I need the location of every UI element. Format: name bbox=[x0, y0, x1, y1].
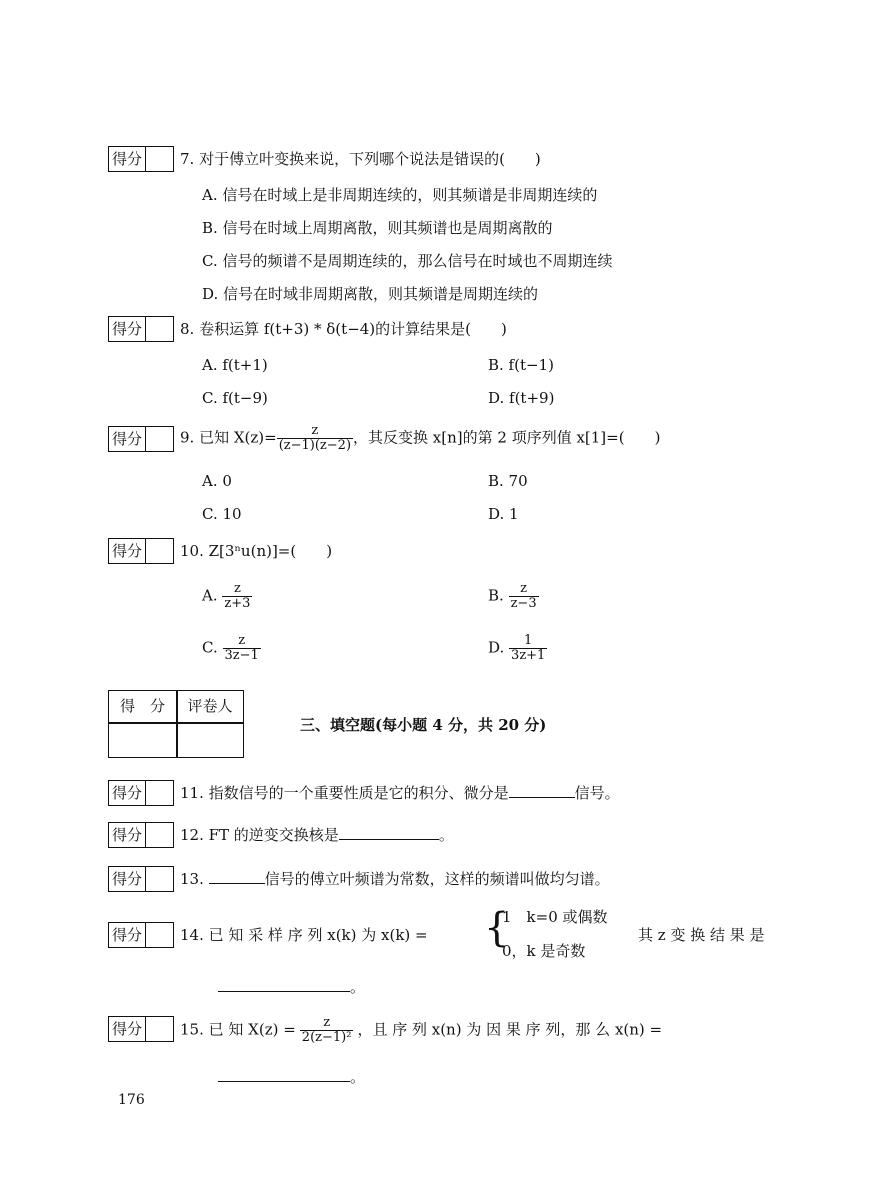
section-3-title: 三、填空题(每小题 4 分，共 20 分) bbox=[300, 716, 547, 734]
frac-num: 1 bbox=[524, 633, 533, 648]
q9-frac-num: z bbox=[311, 423, 319, 438]
q8-stem: 8. 卷积运算 f(t+3) * δ(t−4)的计算结果是( ) bbox=[180, 320, 507, 338]
q14-stem-before: 14. 已 知 采 样 序 列 x(k) 为 x(k) = bbox=[180, 926, 428, 944]
q8-option-d: D. f(t+9) bbox=[488, 389, 555, 407]
q7-option-c: C. 信号的频谱不是周期连续的，那么信号在时域也不周期连续 bbox=[202, 252, 613, 270]
score-label: 得分 bbox=[109, 427, 146, 451]
score-box bbox=[108, 1016, 174, 1042]
q9-stem-prefix: 9. 已知 X(z)= bbox=[180, 428, 277, 447]
q9-option-d: D. 1 bbox=[488, 505, 519, 523]
q7-option-b: B. 信号在时域上周期离散，则其频谱也是周期离散的 bbox=[202, 219, 553, 237]
q9-frac-den: (z−1)(z−2) bbox=[278, 438, 352, 453]
q9-stem bbox=[180, 424, 660, 453]
q11-stem bbox=[180, 782, 620, 804]
frac-num: z bbox=[520, 581, 528, 596]
q15-answer-line bbox=[218, 1066, 365, 1088]
q8-option-c: C. f(t−9) bbox=[202, 389, 268, 407]
left-brace: { bbox=[484, 905, 510, 951]
q12-after: 。 bbox=[438, 826, 454, 844]
q15-end: 。 bbox=[350, 1068, 366, 1086]
q15-after: ，且 序 列 x(n) 为 因 果 序 列，那 么 x(n) = bbox=[357, 1020, 663, 1039]
score-label: 得分 bbox=[109, 539, 146, 563]
score-box bbox=[108, 822, 174, 848]
score-box bbox=[108, 922, 174, 948]
score-label: 得分 bbox=[109, 147, 146, 171]
score-table bbox=[108, 690, 244, 758]
q10-option-c-frac bbox=[223, 634, 261, 663]
q9-option-b: B. 70 bbox=[488, 472, 528, 490]
score-label: 得分 bbox=[109, 867, 146, 891]
score-label: 得分 bbox=[109, 781, 146, 805]
q14-blank[interactable] bbox=[218, 991, 350, 992]
q7-option-a: A. 信号在时域上是非周期连续的，则其频谱是非周期连续的 bbox=[202, 186, 598, 204]
score-label: 得分 bbox=[109, 317, 146, 341]
q9-stem-suffix: ，其反变换 x[n]的第 2 项序列值 x[1]=( ) bbox=[353, 428, 661, 447]
q15-blank[interactable] bbox=[218, 1081, 350, 1082]
q10-option-a-frac bbox=[222, 582, 252, 611]
q8-option-a: A. f(t+1) bbox=[202, 356, 268, 374]
q12-before: 12. FT 的逆变交换核是 bbox=[180, 826, 339, 844]
q7-stem: 7. 对于傅立叶变换来说，下列哪个说法是错误的( ) bbox=[180, 150, 541, 168]
q10-option-d-frac bbox=[509, 634, 547, 663]
q10-option-b bbox=[488, 582, 539, 611]
score-box bbox=[108, 780, 174, 806]
score-box bbox=[108, 538, 174, 564]
q13-blank[interactable] bbox=[209, 883, 265, 884]
q10-option-c bbox=[202, 634, 261, 663]
q10-option-b-label: B. bbox=[488, 586, 504, 605]
q13-before: 13. bbox=[180, 870, 209, 888]
q9-option-a: A. 0 bbox=[202, 472, 232, 490]
q10-option-d bbox=[488, 634, 547, 663]
q14-answer-line bbox=[218, 976, 365, 998]
q15-before: 15. 已 知 X(z) = bbox=[180, 1020, 296, 1039]
score-box bbox=[108, 316, 174, 342]
q10-option-a bbox=[202, 582, 252, 611]
q7-option-d: D. 信号在时域非周期离散，则其频谱是周期连续的 bbox=[202, 285, 539, 303]
q9-fraction bbox=[277, 424, 353, 453]
score-box bbox=[108, 426, 174, 452]
q11-blank[interactable] bbox=[509, 797, 575, 798]
q11-before: 11. 指数信号的一个重要性质是它的积分、微分是 bbox=[180, 784, 509, 802]
frac-den: z−3 bbox=[510, 596, 537, 611]
page-number: 176 bbox=[118, 1092, 145, 1108]
q15-stem bbox=[180, 1016, 662, 1045]
q14-case-2: 0，k 是奇数 bbox=[502, 942, 586, 960]
q12-stem bbox=[180, 824, 454, 846]
score-box bbox=[108, 146, 174, 172]
score-label: 得分 bbox=[109, 1017, 146, 1041]
frac-den: 3z−1 bbox=[224, 648, 259, 663]
q10-option-d-label: D. bbox=[488, 638, 505, 657]
q10-option-b-frac bbox=[509, 582, 539, 611]
q10-stem: 10. Z[3ⁿu(n)]=( ) bbox=[180, 542, 333, 560]
q10-option-c-label: C. bbox=[202, 638, 218, 657]
q13-stem bbox=[180, 868, 610, 890]
q14-stem-after: 其 z 变 换 结 果 是 bbox=[638, 926, 765, 944]
score-table-col1: 得 分 bbox=[119, 697, 165, 715]
frac-den: z+3 bbox=[224, 596, 251, 611]
q10-option-a-label: A. bbox=[202, 586, 218, 605]
score-box bbox=[108, 866, 174, 892]
q15-fraction bbox=[300, 1016, 354, 1045]
q8-option-b: B. f(t−1) bbox=[488, 356, 554, 374]
q15-frac-den: 2(z−1)² bbox=[301, 1030, 352, 1045]
score-label: 得分 bbox=[109, 823, 146, 847]
frac-den: 3z+1 bbox=[511, 648, 546, 663]
q15-frac-num: z bbox=[323, 1015, 331, 1030]
q14-case-1: 1 k=0 或偶数 bbox=[502, 908, 608, 926]
q11-after: 信号。 bbox=[574, 784, 620, 802]
q12-blank[interactable] bbox=[339, 839, 439, 840]
q9-option-c: C. 10 bbox=[202, 505, 242, 523]
frac-num: z bbox=[238, 633, 246, 648]
score-label: 得分 bbox=[109, 923, 146, 947]
q13-after: 信号的傅立叶频谱为常数，这样的频谱叫做均匀谱。 bbox=[264, 870, 610, 888]
frac-num: z bbox=[233, 581, 241, 596]
score-table-col2: 评卷人 bbox=[187, 697, 233, 715]
q14-end: 。 bbox=[350, 978, 366, 996]
